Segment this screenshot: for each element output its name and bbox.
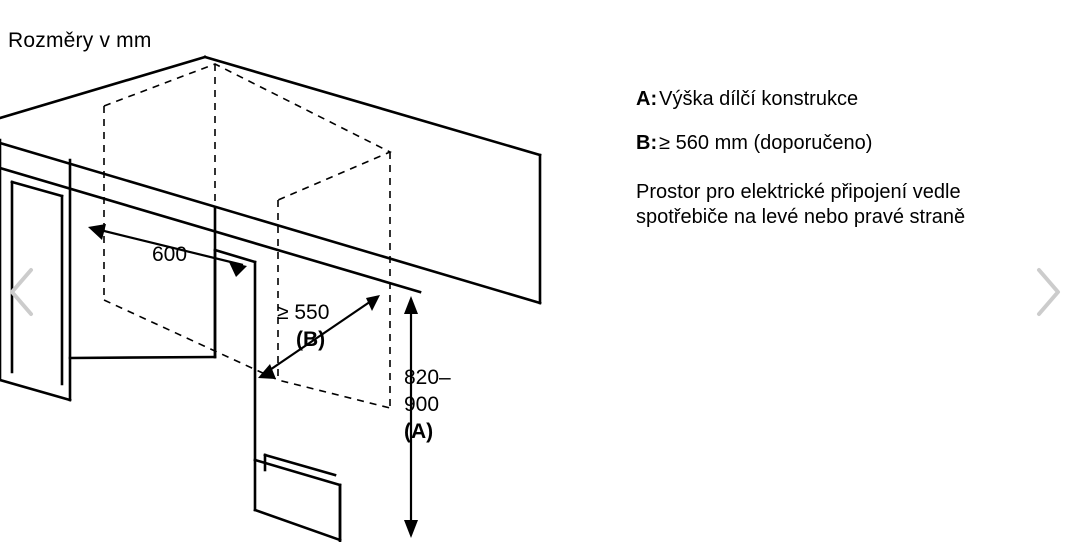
legend-item-b-text: ≥ 560 mm (doporučeno) bbox=[659, 132, 873, 154]
legend-item-a-text: Výška dílčí konstrukce bbox=[659, 88, 859, 110]
legend-item-a bbox=[636, 86, 1056, 112]
dimension-depth-min: ≥ 550 bbox=[277, 301, 330, 324]
legend-note-line2: spotřebiče na levé nebo pravé straně bbox=[636, 206, 966, 228]
dimension-height-top: 820– bbox=[404, 366, 451, 389]
carousel-prev-button[interactable] bbox=[4, 262, 44, 322]
legend-note bbox=[636, 180, 1056, 230]
chevron-right-icon bbox=[1026, 262, 1066, 322]
legend-item-a-key: A: bbox=[636, 88, 658, 110]
legend bbox=[636, 86, 1056, 230]
dimension-width-600: 600 bbox=[152, 243, 188, 266]
dimension-height-key: (A) bbox=[404, 420, 434, 443]
legend-item-b bbox=[636, 130, 1056, 156]
dimension-height-bottom: 900 bbox=[404, 393, 440, 416]
carousel-next-button[interactable] bbox=[1026, 262, 1066, 322]
units-label: Rozměry v mm bbox=[8, 29, 152, 52]
chevron-left-icon bbox=[4, 262, 44, 322]
legend-item-b-key: B: bbox=[636, 132, 658, 154]
dimension-depth-min-key: (B) bbox=[296, 328, 326, 351]
legend-note-line1: Prostor pro elektrické připojení vedle bbox=[636, 181, 961, 203]
